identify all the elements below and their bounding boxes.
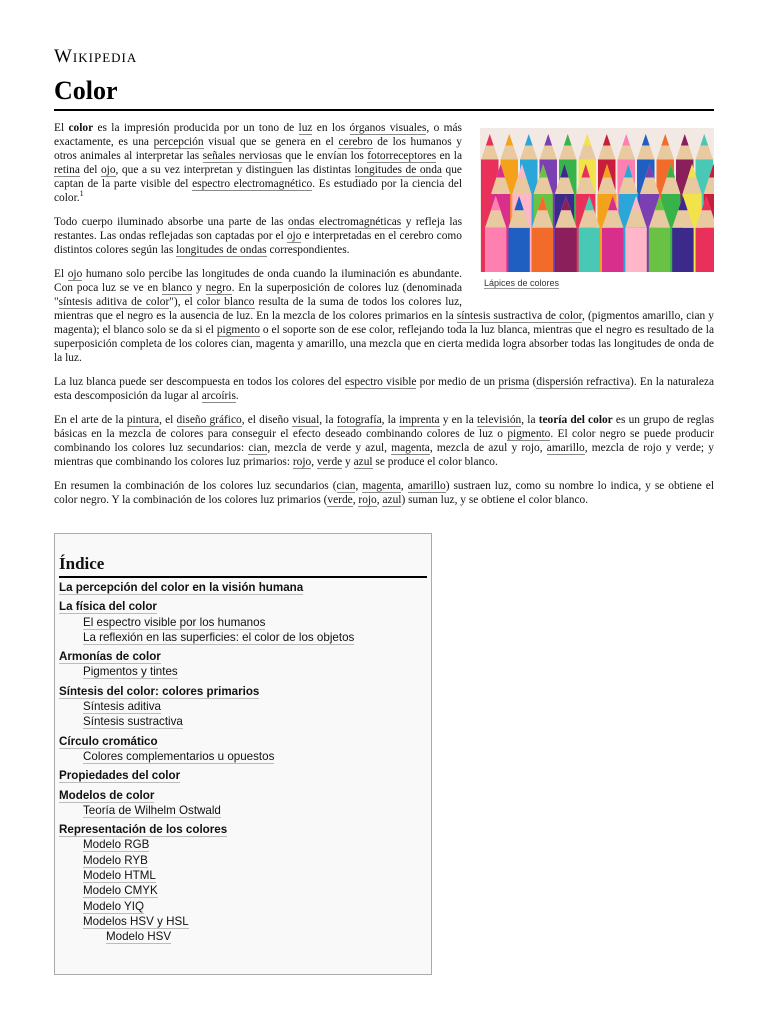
toc-item[interactable] [55,649,431,664]
toc-item-label: La percepción del color en la visión humana [59,581,304,594]
text-run: . [235,390,239,402]
article-link[interactable]: magenta [362,480,401,492]
title-divider [54,109,714,111]
article-link[interactable]: imprenta [399,414,440,426]
colored-pencils-image[interactable] [480,128,714,272]
article-link[interactable]: síntesis sustractiva de color [456,310,583,322]
toc-item-label: La reflexión en las superficies: el color de los objetos [83,630,355,644]
toc-item[interactable] [55,768,431,783]
toc-item-label: Pigmentos y tintes [83,665,178,679]
article-link[interactable]: ondas electromagnéticas [288,216,402,228]
article-link[interactable]: fotorreceptores [367,150,437,162]
text-run: , el diseño [241,414,293,426]
text-run: , (pigmentos amarillo, cian y magenta); el blanco solo se da si el [54,310,715,336]
article-link[interactable]: rojo [358,494,377,506]
bold-term: color [68,122,94,134]
article-link[interactable]: dispersión refractiva [536,376,631,388]
article-link[interactable]: magenta [391,442,430,454]
text-run: humano solo percibe las longitudes de onda cuando la iluminación es abundante. Con poca luz se ve en [54,268,462,294]
article-link[interactable]: color blanco [196,296,255,308]
article-link[interactable]: síntesis aditiva de color [58,296,170,308]
toc-item-label: Modelos HSV y HSL [83,914,189,928]
text-run: , [400,480,408,492]
text-run: , mezcla de azul y rojo, [429,442,547,454]
article-link[interactable]: verde [316,456,343,468]
toc-item-label: Representación de los colores [59,823,228,837]
article-link[interactable]: prisma [498,376,530,388]
toc-item[interactable] [55,714,431,729]
toc-item[interactable] [55,899,431,914]
text-run: , la [381,414,400,426]
text-run: ) suman luz, y se obtiene el color blanco. [401,494,589,506]
text-run: , o más exactamente, es una [54,122,462,148]
toc-item[interactable] [55,803,431,818]
toc-item-label: Síntesis sustractiva [83,715,183,729]
text-run: El [54,122,69,134]
toc-item-label: Colores complementarios u opuestos [83,749,275,763]
article-link[interactable]: cian [336,480,356,492]
text-run: . El color negro se puede producir combinando los colores luz secundarios: [54,428,714,454]
toc-title: Índice [59,554,427,578]
text-run: ). En la naturaleza esta descomposición da lugar al [54,376,714,402]
text-run: en los [312,122,350,134]
toc-item-label: El espectro visible por los humanos [83,615,266,629]
article-link[interactable]: amarillo [546,442,585,454]
text-run: o el soporte son de ese color, reflejando toda la luz blanca, mientras que el negro es resultado de la superposición completa de los colores cian, magenta y amarillo, una mezcla que en cierta medida logra absorber todas las longitudes de onda de la luz. [54,324,714,364]
article-link[interactable]: señales nerviosas [202,150,282,162]
article-link[interactable]: arcoíris [201,390,236,402]
toc-item-label: Modelo YIQ [83,899,145,913]
text-run: , [352,494,359,506]
toc-item[interactable] [55,853,431,868]
text-run: y refleja las restantes. Las ondas reflejadas son captadas por el [54,216,463,242]
toc-item-label: Teoría de Wilhelm Ostwald [83,803,221,817]
wikipedia-wordmark: Wikipedia [54,46,138,67]
toc-item[interactable] [55,749,431,764]
toc-item[interactable] [55,822,431,837]
toc-item[interactable] [55,664,431,679]
text-run: por medio de un [416,376,499,388]
toc-item-label: Síntesis aditiva [83,700,161,714]
paragraph [54,375,714,403]
text-run: y [342,456,354,468]
toc-item-label: Armonías de color [59,650,161,664]
text-run: El [54,268,68,280]
article-link[interactable]: luz [298,122,313,134]
article-link[interactable]: televisión [476,414,522,426]
article-link[interactable]: longitudes de onda [354,164,442,176]
article-link[interactable]: percepción [153,136,204,148]
toc-item[interactable] [55,868,431,883]
toc-item-label: Modelo HTML [83,869,156,883]
text-run: , [376,494,383,506]
table-of-contents [54,533,432,975]
article-body [54,121,714,517]
text-run: "), el [169,296,197,308]
text-run: resulta de la suma de todos los colores luz, mientras que el negro es la ausencia de luz. En la mezcla de los colores primarios en la [54,296,463,322]
toc-item[interactable] [55,788,431,803]
toc-item-label: Modelo CMYK [83,884,158,898]
article-link[interactable]: cian [248,442,268,454]
toc-item[interactable] [55,615,431,630]
article-link[interactable]: ojo [100,164,116,176]
article-link[interactable]: fotografía [336,414,382,426]
text-run: . Es estudiado por la ciencia del color. [54,178,462,204]
paragraph [54,479,714,507]
reference-link[interactable]: 1 [79,189,84,199]
article-link[interactable]: longitudes de ondas [176,244,267,256]
text-run: es la impresión producida por un tono de [93,122,299,134]
paragraph [54,413,714,469]
toc-item[interactable] [55,699,431,714]
toc-item-label: Modelo RGB [83,838,150,852]
toc-item[interactable] [55,630,431,645]
text-run: , mezcla de rojo y verde; y mientras que combinando los colores luz primarios: [54,442,714,468]
article-link[interactable]: rojo [292,456,312,468]
bold-term: teoría del color [538,414,613,426]
article-link[interactable]: espectro electromagnético [192,178,313,190]
text-run: se produce el color blanco. [372,456,498,468]
text-run: Todo cuerpo iluminado absorbe una parte de las [54,216,288,228]
toc-item[interactable] [55,837,431,852]
text-run: En el arte de la [54,414,127,426]
text-run: que captan de la parte visible del [54,164,462,190]
toc-item[interactable] [55,929,431,944]
text-run: . En la superposición de colores luz (denominada " [54,282,463,308]
article-link[interactable]: espectro visible [344,376,417,388]
article-link[interactable]: pintura [126,414,160,426]
toc-item-label: La física del color [59,600,157,614]
article-link[interactable]: ojo [67,268,83,280]
text-run: , el [159,414,177,426]
toc-item-label: Círculo cromático [59,734,158,748]
text-run: ( [529,376,537,388]
toc-list [55,580,431,945]
text-run: y en la [439,414,477,426]
article-link[interactable]: azul [382,494,402,506]
article-link[interactable]: ojo [286,230,302,242]
text-run: En resumen la combinación de los colores luz secundarios ( [54,480,337,492]
toc-item-label: Modelos de color [59,788,155,802]
text-run: e interpretadas en el cerebro como distintos colores según las [54,230,462,256]
text-run: de los humanos y otros animales al interpretar las [54,136,462,162]
toc-item[interactable] [55,734,431,749]
text-run: visual que se genera en el [203,136,339,148]
text-run: en la [436,150,462,162]
toc-item-label: Modelo HSV [106,930,172,944]
text-run: , que a su vez interpretan y distinguen las distintas [115,164,355,176]
article-link[interactable]: cerebro [338,136,373,148]
toc-item[interactable] [55,599,431,614]
article-link[interactable]: retina [54,164,80,176]
text-run: , [355,480,363,492]
article-link[interactable]: diseño gráfico [176,414,242,426]
text-run: es un grupo de reglas básicas en la mezcla de colores para conseguir el efecto deseado combinando colores de luz o [54,414,715,440]
toc-item-label: Síntesis del color: colores primarios [59,684,260,698]
article-link[interactable]: negro [205,282,232,294]
text-run: La luz blanca puede ser descompuesta en todos los colores del [54,376,345,388]
article-link[interactable]: azul [353,456,373,468]
text-run: , mezcla de verde y azul, [267,442,392,454]
text-run: , la [319,414,337,426]
article-link[interactable]: pigmento [507,428,551,440]
toc-item-label: Modelo RYB [83,853,148,867]
article-link[interactable]: amarillo [407,480,446,492]
text-run: y [192,282,206,294]
figure-caption: Lápices de colores [484,278,560,288]
article-link[interactable]: órganos visuales [349,122,427,134]
toc-item[interactable] [55,914,431,929]
text-run: , [311,456,317,468]
text-run: , la [521,414,539,426]
page-title: Color [54,76,118,105]
article-link[interactable]: pigmento [216,324,260,336]
article-link[interactable]: verde [327,494,353,506]
text-run: que le envían los [281,150,368,162]
toc-item[interactable] [55,883,431,898]
lead-figure [480,128,716,290]
text-run: del [79,164,101,176]
article-link[interactable]: blanco [162,282,193,294]
toc-item[interactable] [55,684,431,699]
text-run: ) sustraen luz, como su nombre lo indica, y se obtiene el color negro. Y la combinación de los colores luz primarios ( [54,480,715,506]
article-link[interactable]: visual [292,414,320,426]
toc-item-label: Propiedades del color [59,769,181,783]
text-run: correspondientes. [266,244,350,256]
toc-item[interactable] [55,580,431,595]
